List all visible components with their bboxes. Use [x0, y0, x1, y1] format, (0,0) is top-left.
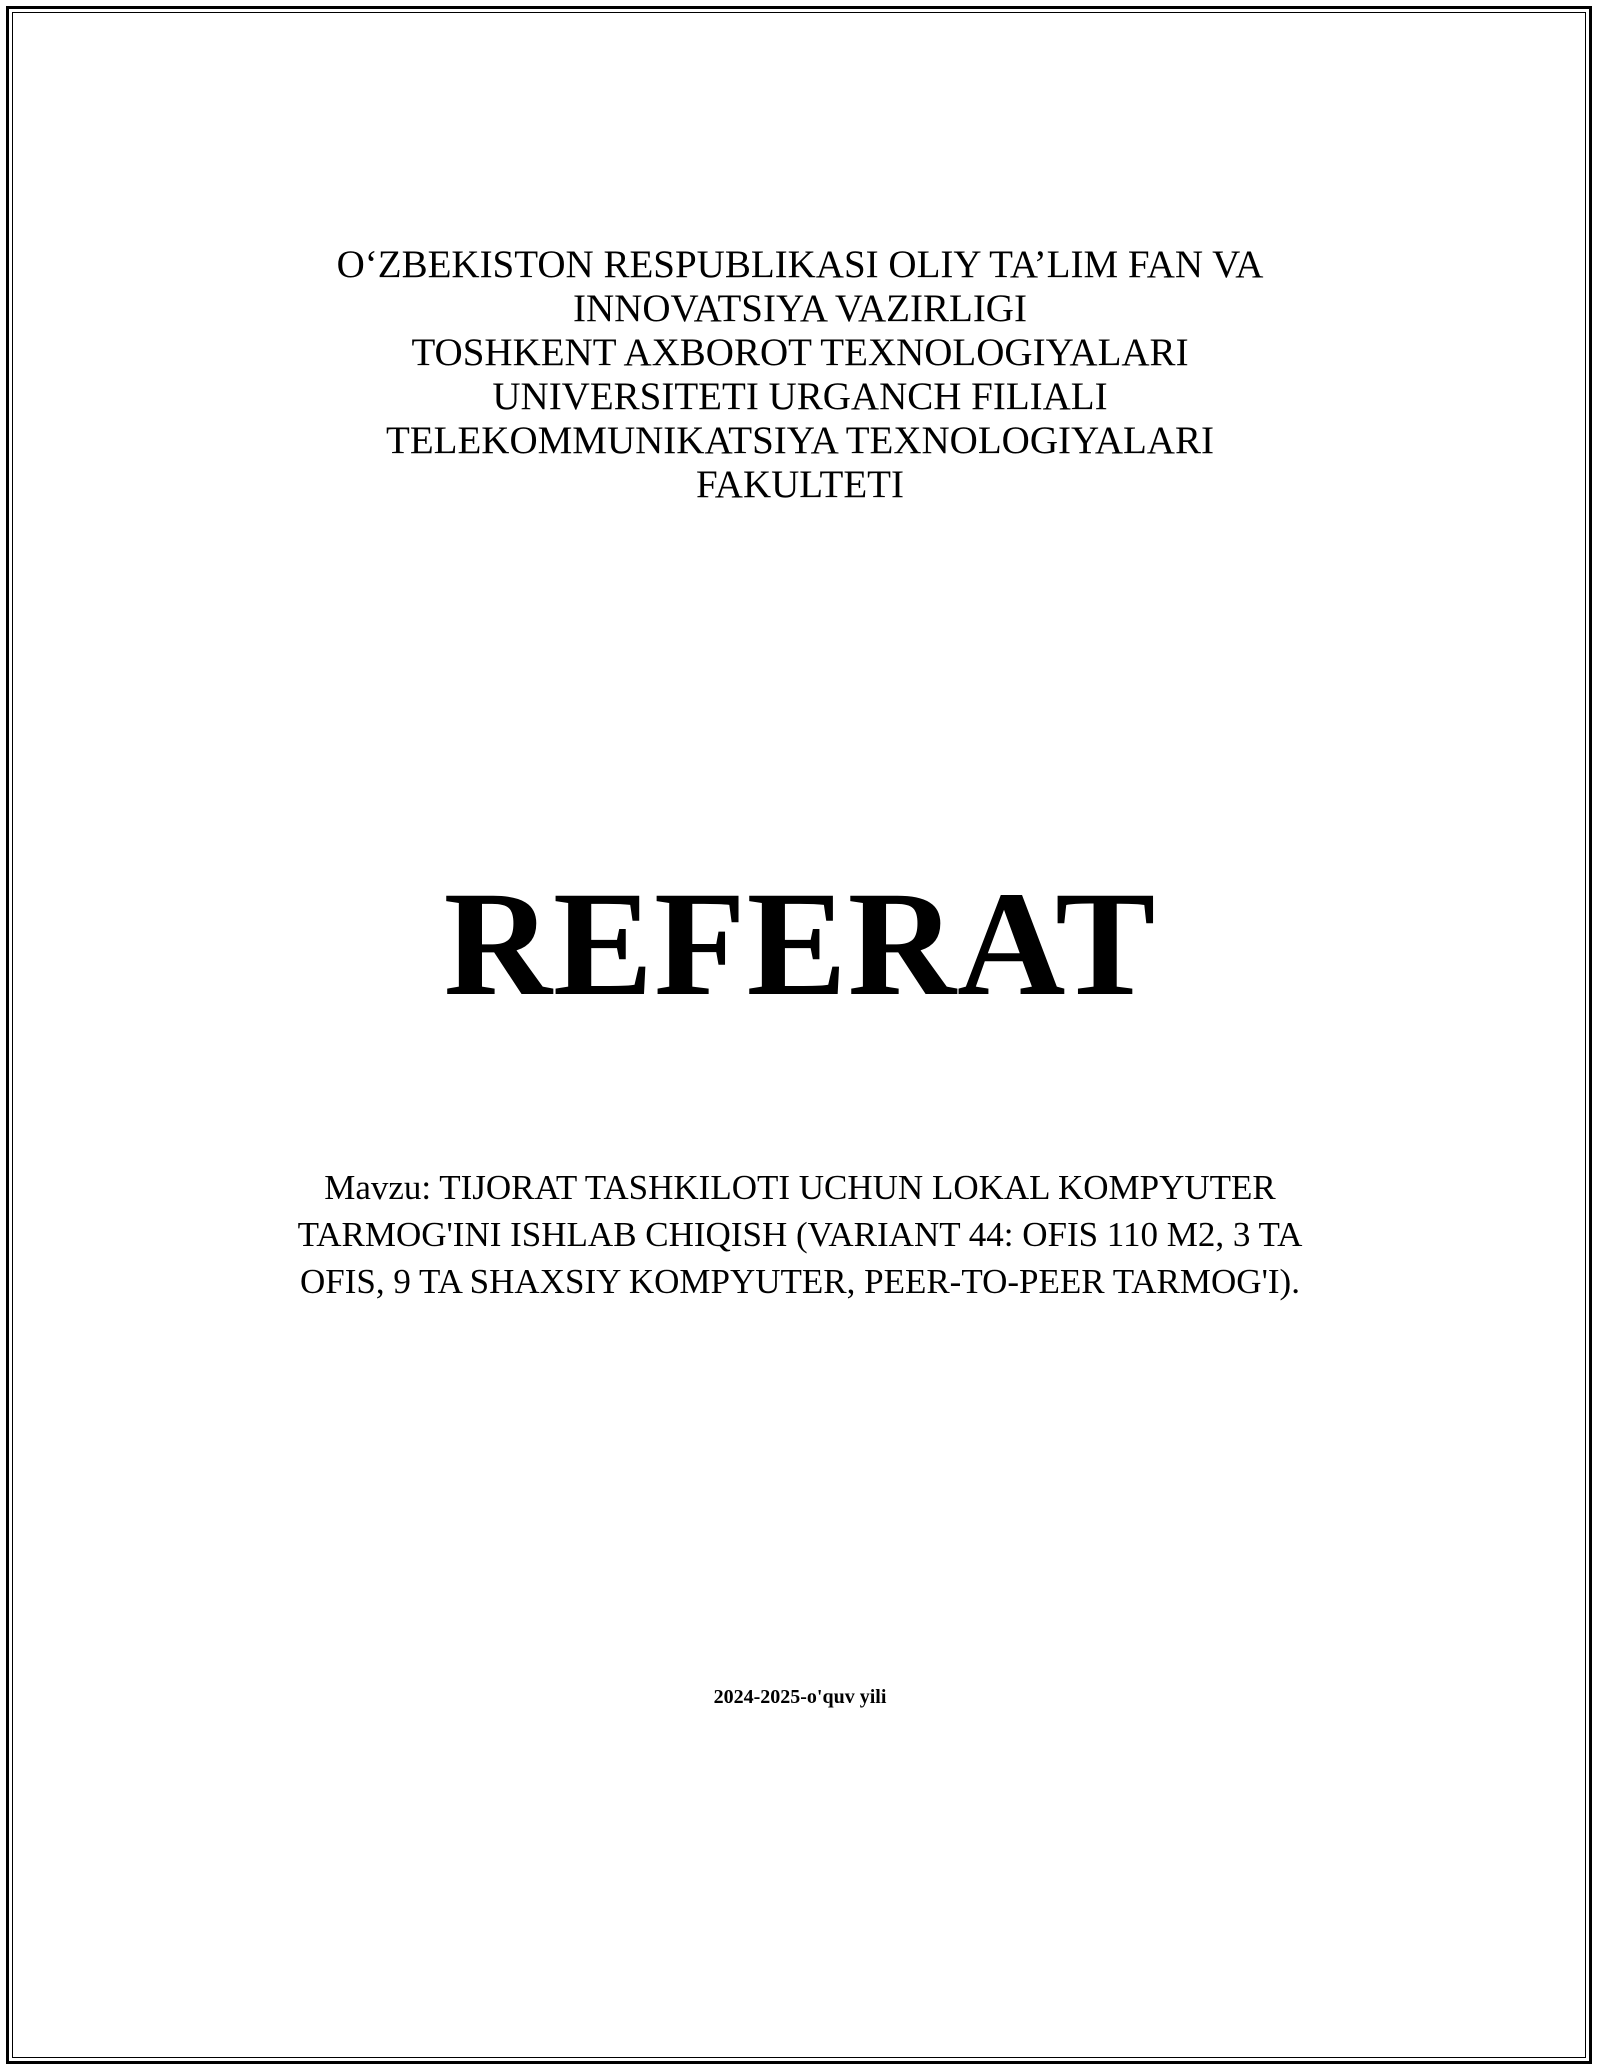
topic-line: Mavzu: TIJORAT TASHKILOTI UCHUN LOKAL KOMPYUTER — [324, 1168, 1276, 1207]
header-line: TELEKOMMUNIKATSIYA TEXNOLOGIYALARI — [386, 419, 1214, 462]
topic-line: TARMOG'INI ISHLAB CHIQISH (VARIANT 44: OFIS 110 M2, 3 TA — [297, 1215, 1303, 1254]
academic-year: 2024-2025-o'quv yili — [713, 1686, 887, 1708]
topic-line: OFIS, 9 TA SHAXSIY KOMPYUTER, PEER-TO-PEER TARMOG'I). — [300, 1262, 1300, 1301]
institution-header — [0, 243, 1600, 507]
header-line: FAKULTETI — [696, 463, 904, 506]
header-line: TOSHKENT AXBOROT TEXNOLOGIYALARI — [411, 331, 1189, 374]
header-line: INNOVATSIYA VAZIRLIGI — [573, 287, 1027, 330]
document-title: REFERAT — [443, 861, 1157, 1027]
header-line: UNIVERSITETI URGANCH FILIALI — [492, 375, 1108, 418]
topic-block — [0, 1164, 1600, 1305]
header-line: O‘ZBEKISTON RESPUBLIKASI OLIY TA’LIM FAN VA — [336, 243, 1264, 286]
